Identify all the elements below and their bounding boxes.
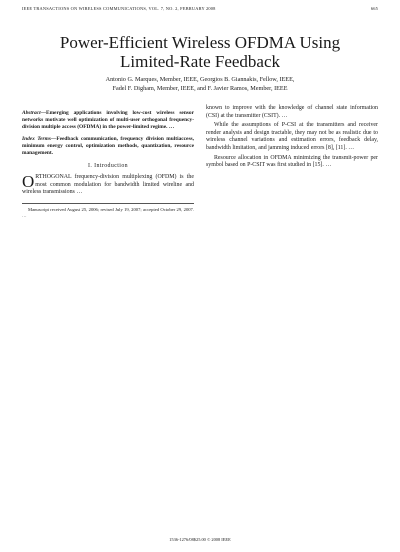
abstract xyxy=(22,110,194,130)
abstract-body: —Emerging applications involving low-cost wireless sensor networks motivate well optimization of multi-user orthogonal frequency-division multiple access (OFDMA) in the power-limited regime. … xyxy=(22,110,194,130)
journal-header: IEEE TRANSACTIONS ON WIRELESS COMMUNICATIONS, VOL. 7, NO. 2, FEBRUARY 2008 xyxy=(22,6,216,11)
section-heading-introduction: I. Introduction xyxy=(87,162,129,169)
two-column-body xyxy=(22,105,378,221)
paper-title: Power-Efficient Wireless OFDMA Using Limited-Rate Feedback xyxy=(59,33,341,71)
authors xyxy=(62,76,338,93)
right-column xyxy=(206,105,378,221)
footnote-text: Manuscript received August 25, 2006; revised July 19, 2007; accepted October 29, 2007. … xyxy=(22,206,194,218)
running-head xyxy=(22,6,378,11)
authors-line-2: Fadel F. Digham, Member, IEEE, and F. Javier Ramos, Member, IEEE xyxy=(112,84,288,92)
abstract-lead: Abstract xyxy=(22,110,41,117)
index-terms-body: —Feedback communication, frequency division multiaccess, minimum energy control, optimization methods, quantization, resource management. xyxy=(22,136,194,156)
index-terms-lead: Index Terms xyxy=(22,136,51,143)
issn-line: 1536-1276/08$25.00 © 2008 IEEE xyxy=(169,537,231,542)
left-column xyxy=(22,105,194,221)
index-terms xyxy=(22,136,194,156)
intro-paragraph-1 xyxy=(22,174,194,197)
footnote-block xyxy=(22,203,194,219)
right-paragraph-1: known to improve with the knowledge of channel state information (CSI) at the transmitter (CSIT). … xyxy=(206,105,378,119)
right-paragraph-2: While the assumptions of P-CSI at the transmitters and receiver render analysis and design tractable, they may not be as realistic due to wireless channel variations and estimation errors, feedback delay, bandwidth limitation, and jamming induced errors [8], [11]. … xyxy=(206,122,378,151)
right-paragraph-3: Resource allocation in OFDMA minimizing the transmit-power per symbol based on P-CSIT was first studied in [15]. … xyxy=(206,154,378,169)
authors-line-1: Antonio G. Marques, Member, IEEE, Georgios B. Giannakis, Fellow, IEEE, xyxy=(105,76,295,83)
intro-paragraph-1-text: RTHOGONAL frequency-division multiplexing (OFDM) is the most common modulation for bandwidth limited wireline and wireless transmissions … xyxy=(22,174,194,196)
dropcap: O xyxy=(22,172,35,192)
page-number: 665 xyxy=(370,6,378,11)
